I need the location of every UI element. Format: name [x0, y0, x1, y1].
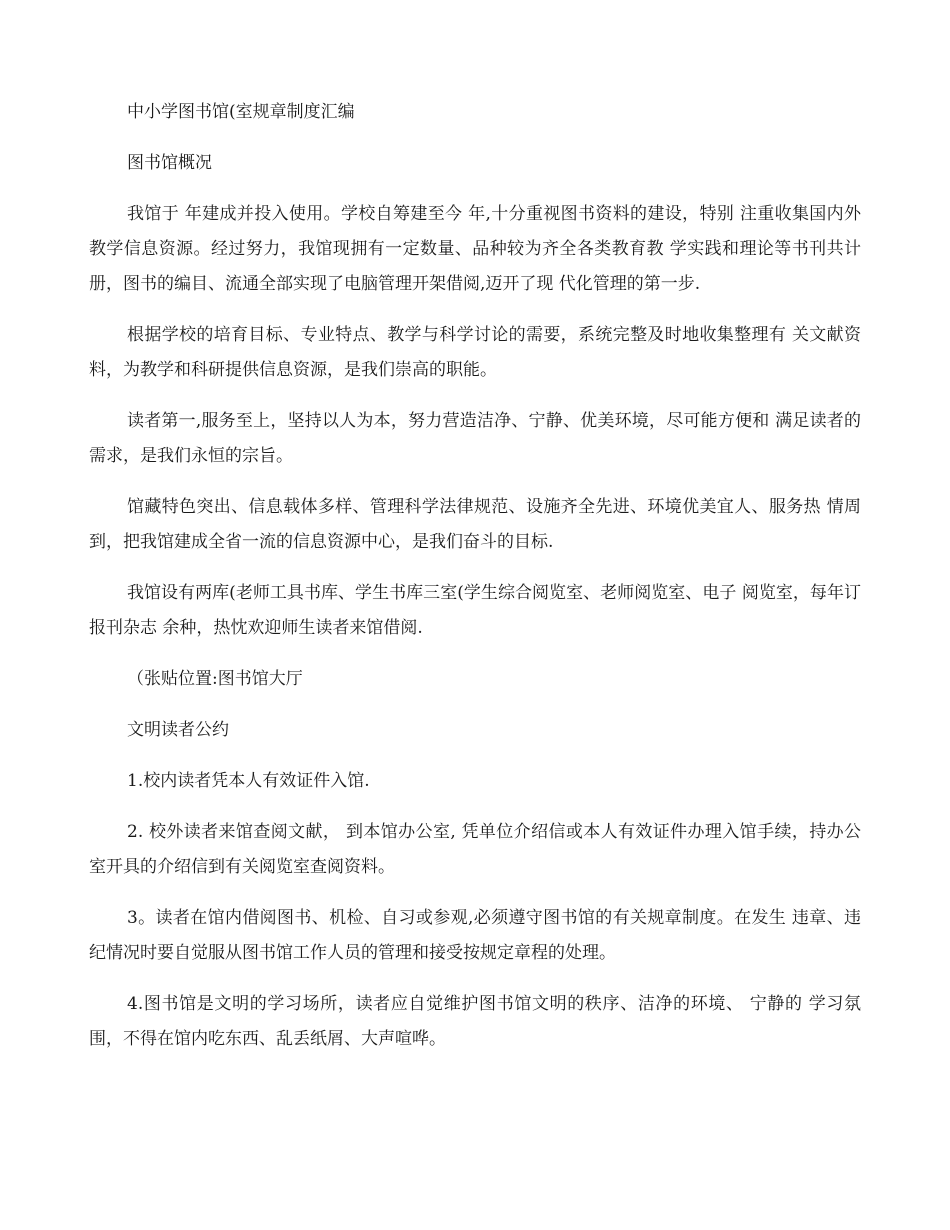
rule-item-2: 2. 校外读者来馆查阅文献， 到本馆办公室, 凭单位介绍信或本人有效证件办理入馆手续，持办公室开具的介绍信到有关阅览室查阅资料。: [89, 822, 861, 877]
section-heading-overview: 图书馆概况: [127, 153, 212, 173]
document-title: 中小学图书馆(室规章制度汇编: [127, 102, 355, 122]
paragraph-mission: 根据学校的培育目标、专业特点、教学与科学讨论的需要，系统完整及时地收集整理有 关文献资料，为教学和科研提供信息资源，是我们崇高的职能。: [89, 325, 861, 380]
paragraph-goal: 馆藏特色突出、信息载体多样、管理科学法律规范、设施齐全先进、环境优美宜人、服务热 情周到，把我馆建成全省一流的信息资源中心，是我们奋斗的目标.: [89, 497, 861, 552]
paragraph-tenet: 读者第一,服务至上，坚持以人为本，努力营造洁净、宁静、优美环境，尽可能方便和 满足读者的需求，是我们永恒的宗旨。: [89, 411, 861, 466]
document-body: [89, 95, 861, 1073]
rule-item-1: 1.校内读者凭本人有效证件入馆.: [127, 771, 370, 791]
section-heading-reader-convention: 文明读者公约: [127, 720, 229, 740]
paragraph-history: 我馆于 年建成并投入使用。学校自筹建至今 年,十分重视图书资料的建设，特别 注重收集国内外教学信息资源。经过努力，我馆现拥有一定数量、品种较为齐全各类教育教 学实践和理论等书刊共计 册，图书的编目、流通全部实现了电脑管理开架借阅,迈开了现 代化管理的第一步.: [89, 204, 861, 294]
paragraph-facilities: 我馆设有两库(老师工具书库、学生书库三室(学生综合阅览室、老师阅览室、电子 阅览室，每年订报刊杂志 余种，热忱欢迎师生读者来馆借阅.: [89, 583, 861, 638]
rule-item-4: 4.图书馆是文明的学习场所，读者应自觉维护图书馆文明的秩序、洁净的环境、 宁静的 学习氛围，不得在馆内吃东西、乱丢纸屑、大声喧哗。: [89, 994, 861, 1049]
posting-location-note: （张贴位置:图书馆大厅: [127, 669, 303, 689]
rule-item-3: 3。读者在馆内借阅图书、机检、自习或参观,必须遵守图书馆的有关规章制度。在发生 违章、违纪情况时要自觉服从图书馆工作人员的管理和接受按规定章程的处理。: [89, 908, 861, 963]
